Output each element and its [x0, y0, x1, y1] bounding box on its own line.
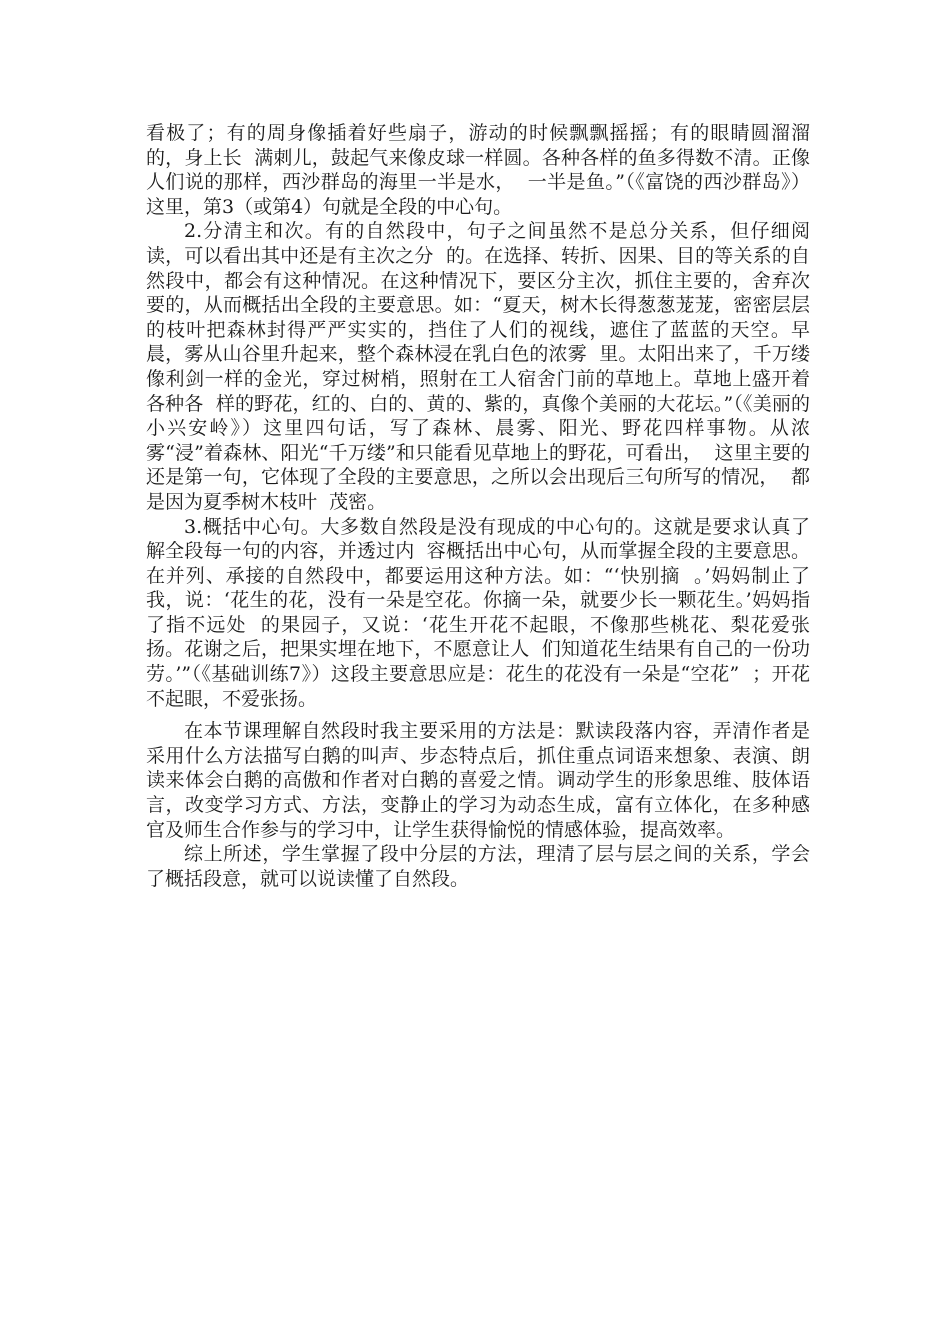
paragraph-method: 在本节课理解自然段时我主要采用的方法是：默读段落内容，弄清作者是采用什么方法描写白鹅的叫声、步态特点后，抓住重点词语来想象、表演、朗读来体会白鹅的高傲和作者对白鹅的喜爱之情。调动学生的形象思维、肢体语言，改变学习方式、方法，变静止的学习为动态生成，富有立体化，在多种感官及师生合作参与的学习中，让学生获得愉悦的情感体验，提高效率。 — [146, 720, 810, 841]
paragraph-central-sentence: 3.概括中心句。大多数自然段是没有现成的中心句的。这就是要求认真了解全段每一句的内容，并透过内 容概括出中心句，从而掌握全段的主要意思。在并列、承接的自然段中，都要运用这种方法。如：“‘快别摘 。’妈妈制止了我，说：‘花生的花，没有一朵是空花。你摘一朵，就要少长一颗花生。’妈妈指了指不远处 的果园子，又说：‘花生开花不起眼，不像那些桃花、梨花爱张扬。花谢之后，把果实埋在地下，不愿意让人 们知道花生结果有自己的一份功劳。’”（《基础训练7》）这段主要意思应是：花生的花没有一朵是“空花” ；开花不起眼，不爱张扬。 — [146, 515, 810, 710]
paragraph-continuation: 看极了；有的周身像插着好些扇子，游动的时候飘飘摇摇；有的眼睛圆溜溜的，身上长 满刺儿，鼓起气来像皮球一样圆。各种各样的鱼多得数不清。正像人们说的那样，西沙群岛的海里一半是水， 一半是鱼。”（《富饶的西沙群岛》）这里，第3（或第4）句就是全段的中心句。 — [146, 122, 810, 218]
document-body — [146, 121, 810, 891]
paragraph-conclusion: 综上所述，学生掌握了段中分层的方法，理清了层与层之间的关系，学会了概括段意，就可以说读懂了自然段。 — [146, 843, 810, 890]
paragraph-main-secondary: 2.分清主和次。有的自然段中，句子之间虽然不是总分关系，但仔细阅读，可以看出其中还是有主次之分 的。在选择、转折、因果、目的等关系的自然段中，都会有这种情况。在这种情况下，要区分主次，抓住主要的，舍弃次要的，从而概括出全段的主要意思。如：“夏天，树木长得葱葱茏茏，密密层层的枝叶把森林封得严严实实的，挡住了人们的视线，遮住了蓝蓝的天空。早晨，雾从山谷里升起来，整个森林浸在乳白色的浓雾 里。太阳出来了，千万缕像利剑一样的金光，穿过树梢，照射在工人宿舍门前的草地上。草地上盛开着各种各 样的野花，红的、白的、黄的、紫的，真像个美丽的大花坛。”（《美丽的小兴安岭》）这里四句话，写了森林、晨雾、阳光、野花四样事物。从浓雾“浸”着森林、阳光“千万缕”和只能看见草地上的野花，可看出， 这里主要的还是第一句，它体现了全段的主要意思，之所以会出现后三句所写的情况， 都是因为夏季树木枝叶 茂密。 — [146, 220, 810, 513]
